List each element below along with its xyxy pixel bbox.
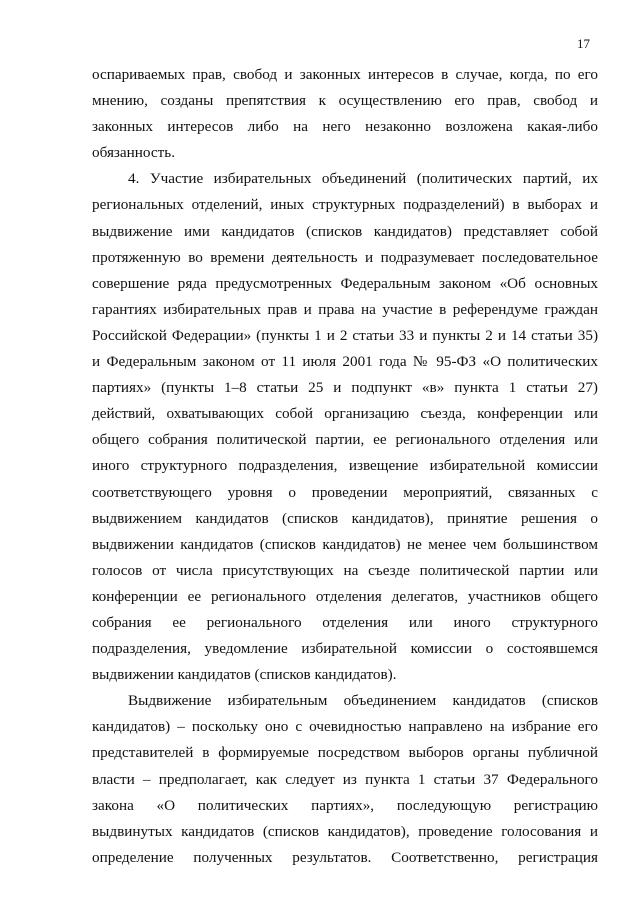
text-line: выдвижении кандидатов (списков кандидатов). (92, 666, 397, 684)
text-line: выдвинутых кандидатов (списков кандидатов), проведение голосования и (92, 822, 598, 840)
text-line: и Федеральным законом от 11 июля 2001 года № 95-ФЗ «О политических (92, 353, 598, 371)
text-line: действий, охватывающих собой организацию съезда, конференции или (92, 405, 598, 423)
text-line: Выдвижение избирательным объединением кандидатов (списков (128, 692, 598, 710)
text-line: соответствующего уровня о проведении мероприятий, связанных с (92, 483, 598, 501)
text-line: региональных отделений, иных структурных подразделений) в выборах и (92, 196, 598, 214)
text-line: обязанность. (92, 144, 175, 162)
text-line: общего собрания политической партии, ее регионального отделения или (92, 431, 598, 449)
text-line: власти – предполагает, как следует из пункта 1 статьи 37 Федерального (92, 770, 598, 788)
text-line: партиях» (пункты 1–8 статьи 25 и подпункт «в» пункта 1 статьи 27) (92, 379, 598, 397)
text-line: гарантиях избирательных прав и права на участие в референдуме граждан (92, 300, 598, 318)
text-line: голосов от числа присутствующих на съезде политической партии или (92, 561, 598, 579)
text-line: мнению, созданы препятствия к осуществлению его прав, свобод и (92, 92, 598, 110)
text-line: Российской Федерации» (пункты 1 и 2 статьи 33 и пункты 2 и 14 статьи 35) (92, 326, 598, 344)
text-line: собрания ее регионального отделения или иного структурного (92, 613, 598, 631)
text-line: закона «О политических партиях», последующую регистрацию (92, 796, 598, 814)
page-number: 17 (577, 36, 590, 51)
text-line: кандидатов) – поскольку оно с очевидностью направлено на избрание его (92, 718, 598, 736)
text-line: конференции ее регионального отделения делегатов, участников общего (92, 587, 598, 605)
text-line: совершение ряда предусмотренных Федеральным законом «Об основных (92, 274, 598, 292)
text-line: 4. Участие избирательных объединений (политических партий, их (128, 170, 598, 188)
text-line: выдвижение ими кандидатов (списков кандидатов) представляет собой (92, 222, 598, 240)
text-line: выдвижением кандидатов (списков кандидатов), принятие решения о (92, 509, 598, 527)
text-line: иного структурного подразделения, извещение избирательной комиссии (92, 457, 598, 475)
text-line: законных интересов либо на него незаконно возложена какая-либо (92, 118, 598, 136)
body-text (92, 62, 598, 871)
text-line: оспариваемых прав, свобод и законных интересов в случае, когда, по его (92, 66, 598, 83)
text-line: представителей в формируемые посредством выборов органы публичной (92, 744, 598, 762)
text-line: определение полученных результатов. Соответственно, регистрация (92, 848, 598, 866)
text-line: выдвижении кандидатов (списков кандидатов) не менее чем большинством (92, 535, 598, 553)
text-line: протяженную во времени деятельность и подразумевает последовательное (92, 248, 598, 266)
text-line: подразделения, уведомление избирательной комиссии о состоявшемся (92, 640, 598, 658)
